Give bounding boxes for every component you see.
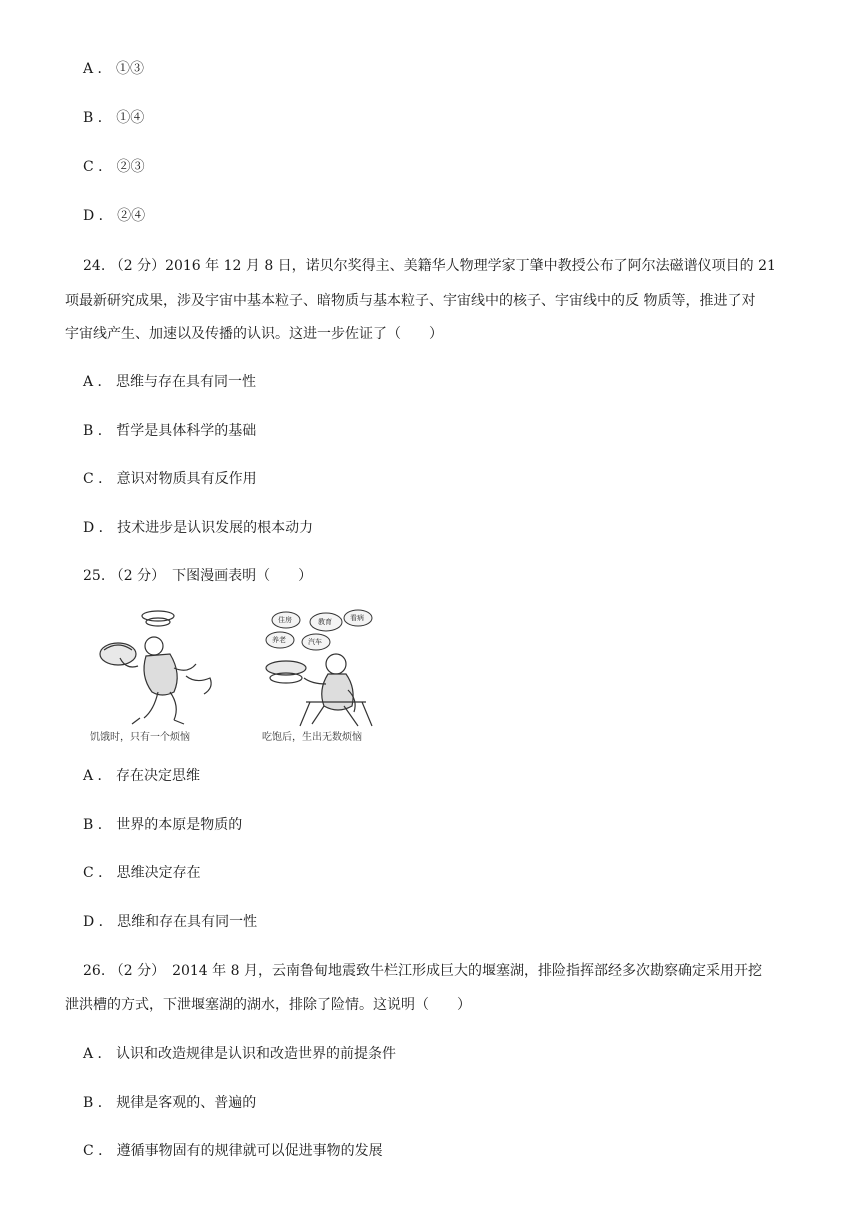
q26-option-b: B ． 规律是客观的、普遍的 <box>83 1095 257 1111</box>
q24-option-c: C ． 意识对物质具有反作用 <box>83 471 257 487</box>
bubble-medical: 看病 <box>350 614 364 622</box>
question-24-line-3: 宇宙线产生、加速以及传播的认识。这进一步佐证了（ ） <box>65 326 443 342</box>
q26-option-c: C ． 遵循事物固有的规律就可以促进事物的发展 <box>83 1143 383 1159</box>
question-26-line-1: 26. （2 分） 2014 年 8 月，云南鲁甸地震致牛栏江形成巨大的堰塞湖，排险指挥部经多次勘察确定采用开挖 <box>83 963 762 979</box>
question-24-stem <box>83 256 813 276</box>
option-c: C ． ②③ <box>83 159 145 175</box>
bubble-housing: 住房 <box>278 616 292 624</box>
option-text: ①④ <box>116 110 145 126</box>
q24-option-d: D ． 技术进步是认识发展的根本动力 <box>83 520 314 536</box>
q24-option-a: A ． 思维与存在具有同一性 <box>83 374 257 390</box>
option-text: ①③ <box>116 61 145 77</box>
q24-option-b: B ． 哲学是具体科学的基础 <box>83 423 257 439</box>
hungry-man-figure <box>100 611 211 724</box>
q25-option-d: D ． 思维和存在具有同一性 <box>83 914 258 930</box>
question-26-line-2: 泄洪槽的方式，下泄堰塞湖的湖水，排除了险情。这说明（ ） <box>65 997 471 1013</box>
left-caption: 饥饿时，只有一个烦恼 <box>90 732 190 743</box>
q25-option-b: B ． 世界的本原是物质的 <box>83 817 243 833</box>
q26-option-a: A ． 认识和改造规律是认识和改造世界的前提条件 <box>83 1046 397 1062</box>
option-text: ②③ <box>116 159 145 175</box>
option-b: B ． ①④ <box>83 110 145 126</box>
stem-line: 24. （2 分）2016 年 12 月 8 日，诺贝尔奖得主、美籍华人物理学家丁肇中教授公布了阿尔法磁谱仪项目的 21 <box>83 258 776 274</box>
comic-illustration <box>86 606 386 746</box>
option-a: A ． ①③ <box>83 61 145 77</box>
bubble-elderly: 养老 <box>272 636 286 644</box>
option-text: ②④ <box>117 208 146 224</box>
bubble-car: 汽车 <box>308 638 322 646</box>
option-d: D ． ②④ <box>83 208 146 224</box>
q25-option-a: A ． 存在决定思维 <box>83 768 201 784</box>
question-25-stem: 25. （2 分） 下图漫画表明（ ） <box>83 568 313 584</box>
full-man-figure <box>266 654 372 726</box>
q25-option-c: C ． 思维决定存在 <box>83 865 201 881</box>
question-24-line-2: 项最新研究成果，涉及宇宙中基本粒子、暗物质与基本粒子、宇宙线中的核子、宇宙线中的反 物质等，推进了对 <box>65 293 756 309</box>
right-caption: 吃饱后，生出无数烦恼 <box>262 732 362 743</box>
bubble-education: 教育 <box>318 618 332 626</box>
